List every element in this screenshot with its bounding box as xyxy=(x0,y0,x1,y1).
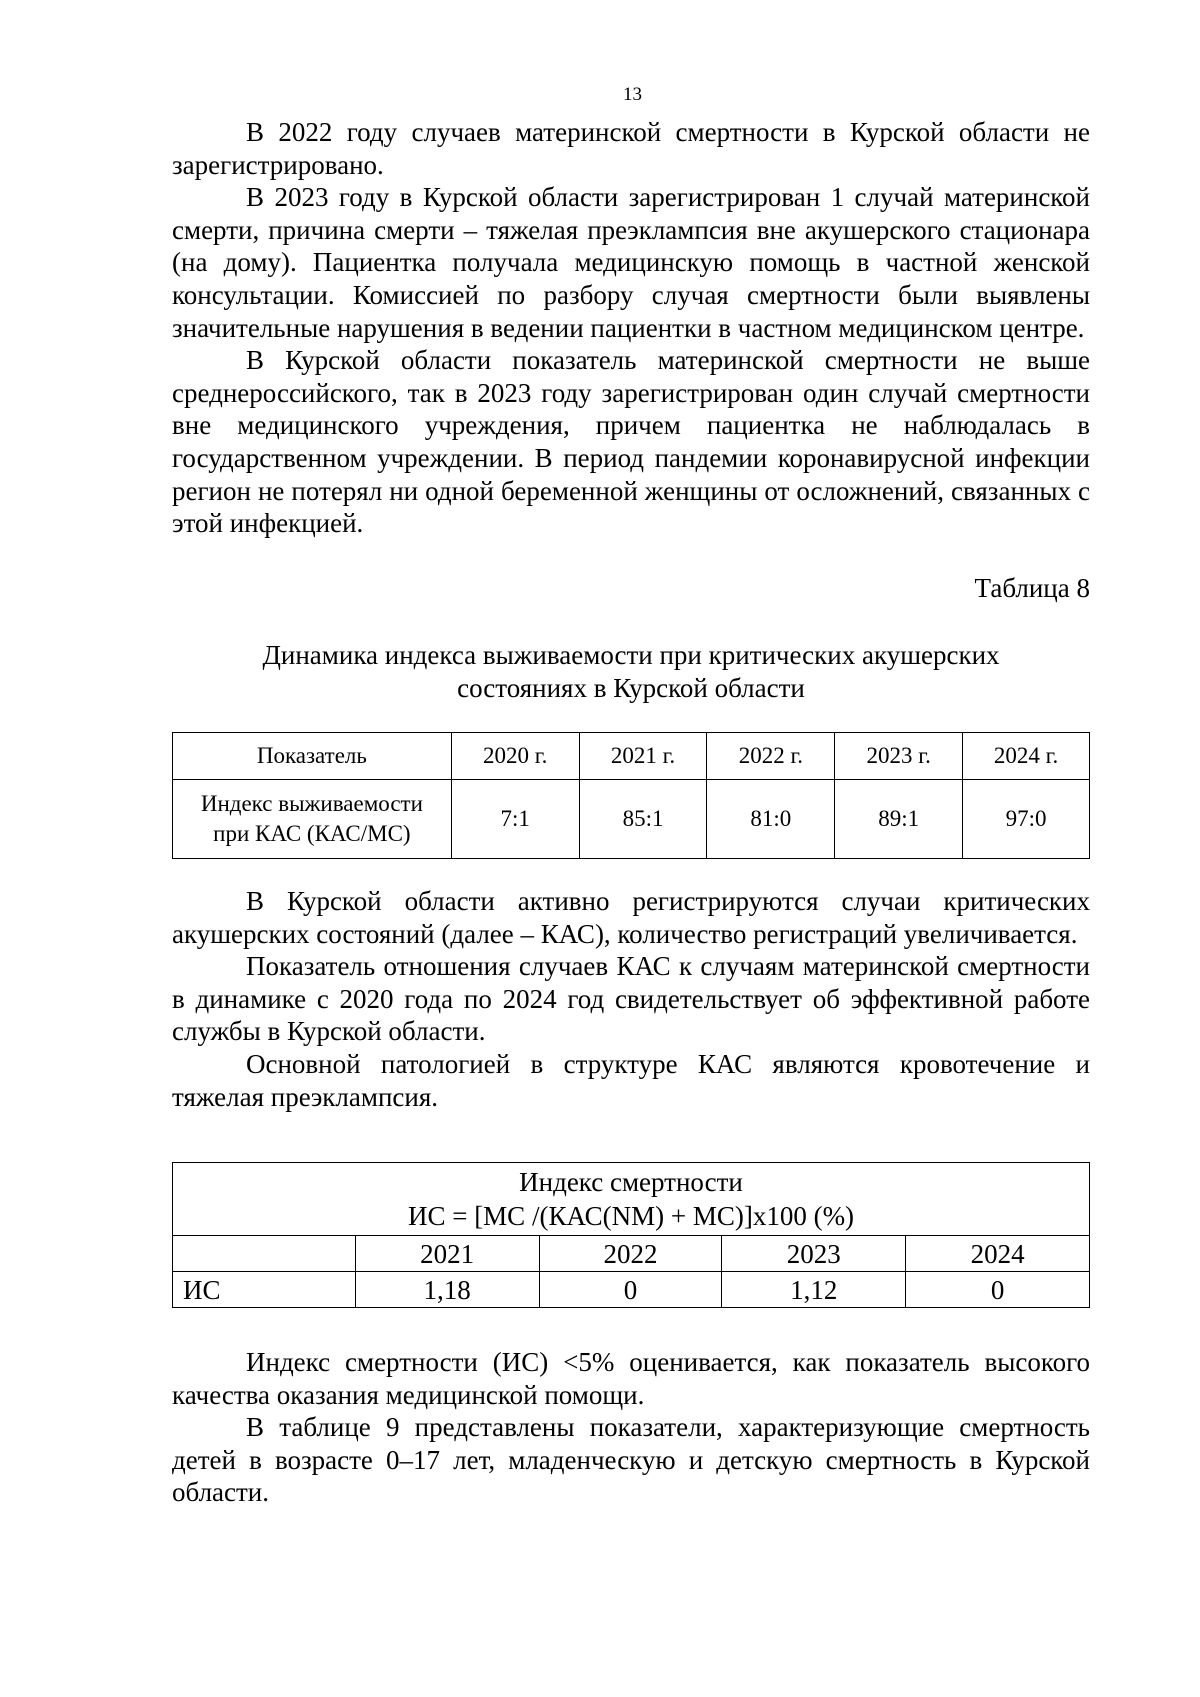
mortality-index-table xyxy=(172,1162,1090,1308)
year-cell: 2023 xyxy=(722,1236,906,1272)
value-cell: 1,18 xyxy=(355,1272,539,1308)
paragraph: В Курской области активно регистрируются случаи критических акушерских состояний (далее – КАС), количество регистраций увеличивается. xyxy=(172,886,1090,949)
empty-cell xyxy=(173,1236,356,1272)
year-cell: 2021 xyxy=(355,1236,539,1272)
body-text-bottom xyxy=(172,1346,1090,1509)
value-cell: 1,12 xyxy=(722,1272,906,1308)
page-number: 13 xyxy=(623,84,642,105)
value-cell: 81:0 xyxy=(707,780,835,859)
year-cell: 2024 xyxy=(906,1236,1090,1272)
paragraph: Показатель отношения случаев КАС к случаям материнской смертности в динамике с 2020 года по 2024 год свидетельствует об эффективной работе службы в Курской области. xyxy=(172,951,1090,1047)
paragraph: В 2022 году случаев материнской смертности в Курской области не зарегистрировано. xyxy=(172,117,1090,180)
year-cell: 2022 xyxy=(539,1236,722,1272)
row-label-line: при КАС (КАС/МС) xyxy=(213,821,411,846)
paragraph: В таблице 9 представлены показатели, характеризующие смертность детей в возрасте 0–17 лет, младенческую и детскую смертность в Курской области. xyxy=(172,1412,1090,1508)
table-row xyxy=(173,780,1090,859)
survival-index-table xyxy=(172,732,1090,859)
body-text-middle xyxy=(172,885,1090,1113)
table-row xyxy=(173,1272,1090,1308)
value-cell: 85:1 xyxy=(579,780,707,859)
value-cell: 0 xyxy=(539,1272,722,1308)
row-label-line: Индекс выживаемости xyxy=(200,791,423,816)
table-title xyxy=(172,639,1090,704)
paragraph: Индекс смертности (ИС) <5% оценивается, как показатель высокого качества оказания медицинской помощи. xyxy=(172,1347,1090,1410)
header-cell: 2024 г. xyxy=(963,733,1090,780)
table-title-row xyxy=(173,1163,1090,1236)
paragraph: В Курской области показатель материнской смертности не выше среднероссийского, так в 2023 году зарегистрирован один случай смертности вне медицинского учреждения, причем пациентка не наблюдалась в государственном учреждении. В период пандемии коронавирусной инфекции регион не потерял ни одной беременной женщины от осложнений, связанных с этой инфекцией. xyxy=(172,345,1090,539)
header-cell: 2023 г. xyxy=(835,733,963,780)
table-title-line: состояниях в Курской области xyxy=(457,672,805,703)
value-cell: 89:1 xyxy=(835,780,963,859)
paragraph: В 2023 году в Курской области зарегистрирован 1 случай материнской смерти, причина смерти – тяжелая преэклампсия вне акушерского стационара (на дому). Пациентка получала медицинскую помощь в частной женской консультации. Комиссией по разбору случая смертности были выявлены значительные нарушения в ведении пациентки в частном медицинском центре. xyxy=(172,182,1090,343)
table-title-line: Динамика индекса выживаемости при критических акушерских xyxy=(262,640,1000,670)
table-header-row xyxy=(173,733,1090,780)
row-label-cell xyxy=(173,780,452,859)
row-label-cell: ИС xyxy=(173,1272,356,1308)
value-cell: 0 xyxy=(906,1272,1090,1308)
header-cell: Показатель xyxy=(173,733,452,780)
header-cell: 2022 г. xyxy=(707,733,835,780)
value-cell: 7:1 xyxy=(451,780,579,859)
header-cell: 2021 г. xyxy=(579,733,707,780)
table-title-cell xyxy=(173,1163,1090,1236)
table-label: Таблица 8 xyxy=(974,573,1090,603)
formula-line: ИС = [МС /(КАС(NM) + МС)]х100 (%) xyxy=(407,1201,855,1231)
table-header-row xyxy=(173,1236,1090,1272)
title-line: Индекс смертности xyxy=(519,1167,743,1197)
value-cell: 97:0 xyxy=(963,780,1090,859)
header-cell: 2020 г. xyxy=(451,733,579,780)
body-text-top xyxy=(172,116,1090,540)
paragraph: Основной патологией в структуре КАС являются кровотечение и тяжелая преэклампсия. xyxy=(172,1048,1090,1112)
